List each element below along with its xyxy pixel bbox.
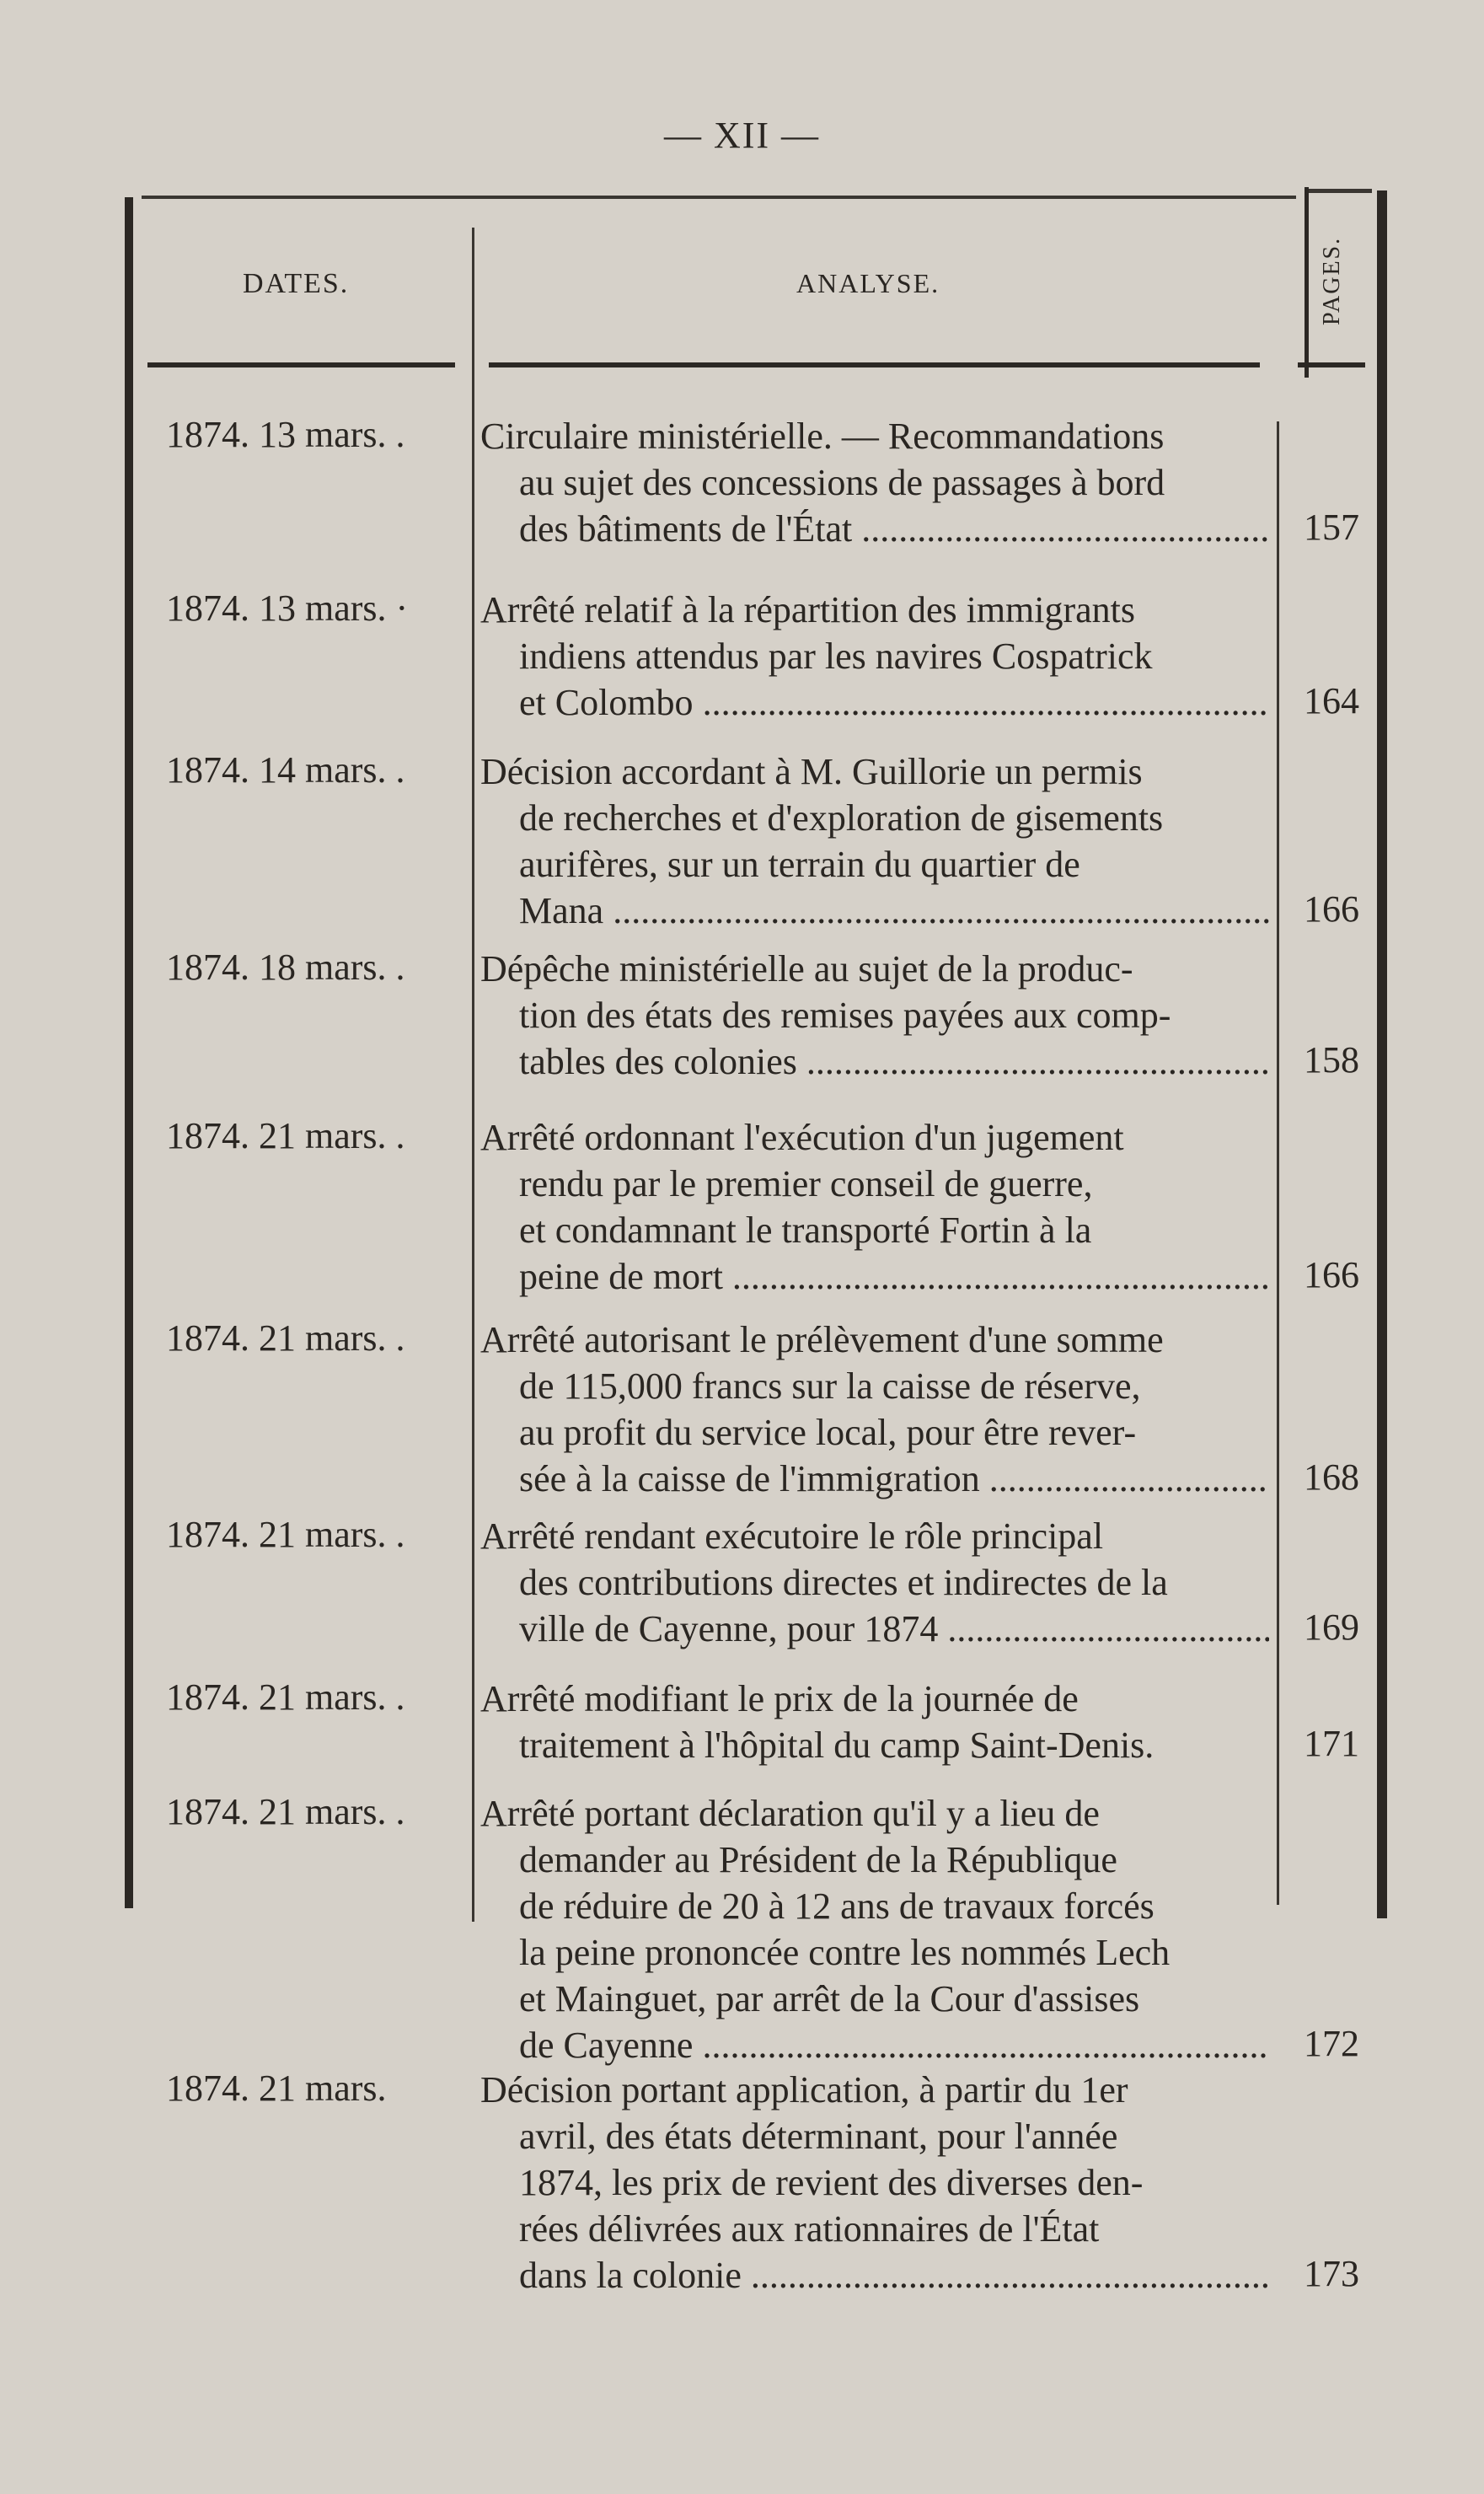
entry-line-final: ville de Cayenne, pour 1874 ..... bbox=[519, 1606, 1269, 1652]
entry-line-final: et Colombo ..... bbox=[519, 679, 1269, 726]
entry-line-final: tables des colonies ..... bbox=[519, 1038, 1269, 1085]
entry-line: au profit du service local, pour être rever- bbox=[519, 1412, 1137, 1453]
entry-page-number: 157 bbox=[1304, 507, 1359, 548]
entry-date: 1874. 21 mars. . bbox=[166, 1514, 405, 1555]
entry-line: de recherches et d'exploration de gisements bbox=[519, 797, 1164, 839]
entry-line: la peine prononcée contre les nommés Lech bbox=[519, 1932, 1171, 1973]
entry-line: et Mainguet, par arrêt de la Cour d'assises bbox=[519, 1978, 1140, 2019]
table-top-rule-pages bbox=[1305, 189, 1372, 193]
entry-line: Arrêté rendant exécutoire le rôle principal bbox=[480, 1515, 1104, 1557]
entry-line: Arrêté modifiant le prix de la journée de bbox=[480, 1678, 1079, 1719]
entry-page-number: 173 bbox=[1304, 2253, 1359, 2294]
entry-line-final: sée à la caisse de l'immigration ..... bbox=[519, 1456, 1269, 1502]
entry-line: demander au Président de la République bbox=[519, 1839, 1117, 1880]
header-rule-pages bbox=[1298, 362, 1365, 367]
entry-date: 1874. 18 mars. . bbox=[166, 947, 405, 988]
entry-page-number: 166 bbox=[1304, 888, 1359, 930]
entry-page-number: 164 bbox=[1304, 680, 1359, 721]
header-rule-analyse bbox=[489, 362, 1260, 367]
table-right-border bbox=[1377, 190, 1387, 1918]
entry-line: Arrêté portant déclaration qu'il y a lieu de bbox=[480, 1793, 1100, 1834]
entry-line: et condamnant le transporté Fortin à la bbox=[519, 1209, 1092, 1251]
entry-line-final: peine de mort ..... bbox=[519, 1253, 1269, 1300]
entry-date: 1874. 21 mars. . bbox=[166, 1115, 405, 1156]
entry-line: Décision accordant à M. Guillorie un permis bbox=[480, 751, 1143, 792]
entry-line: tion des états des remises payées aux comp- bbox=[519, 995, 1171, 1036]
entry-date: 1874. 13 mars. · bbox=[166, 587, 409, 629]
page-header: — XII — bbox=[663, 115, 821, 156]
entry-page-number: 166 bbox=[1304, 1254, 1359, 1295]
entry-line: au sujet des concessions de passages à bord bbox=[519, 462, 1165, 503]
entry-line: rées délivrées aux rationnaires de l'État bbox=[519, 2208, 1100, 2250]
entry-line: Arrêté autorisant le prélèvement d'une somme bbox=[480, 1319, 1164, 1360]
column-header-dates: DATES. bbox=[243, 268, 350, 299]
entry-line: traitement à l'hôpital du camp Saint-Denis. bbox=[519, 1724, 1155, 1766]
entry-date: 1874. 21 mars. . bbox=[166, 1317, 405, 1359]
entry-line: 1874, les prix de revient des diverses den- bbox=[519, 2162, 1144, 2203]
column-divider-pages bbox=[1277, 421, 1279, 1905]
entry-line-final: des bâtiments de l'État ..... bbox=[519, 506, 1269, 552]
entry-page-number: 168 bbox=[1304, 1456, 1359, 1498]
entry-date: 1874. 14 mars. . bbox=[166, 749, 405, 791]
entry-line: Dépêche ministérielle au sujet de la produc- bbox=[480, 948, 1133, 990]
entry-line: des contributions directes et indirectes de la bbox=[519, 1562, 1168, 1603]
header-rule-dates bbox=[147, 362, 455, 367]
entry-line: Décision portant application, à partir du 1er bbox=[480, 2069, 1128, 2111]
entry-page-number: 171 bbox=[1304, 1723, 1359, 1764]
entry-line: de réduire de 20 à 12 ans de travaux forcés bbox=[519, 1885, 1155, 1927]
entry-line: rendu par le premier conseil de guerre, bbox=[519, 1163, 1093, 1204]
column-divider-pages-header bbox=[1305, 187, 1309, 378]
table-top-rule bbox=[142, 196, 1296, 199]
entry-date: 1874. 13 mars. . bbox=[166, 414, 405, 455]
entry-line: Circulaire ministérielle. — Recommandations bbox=[480, 416, 1165, 457]
entry-line: de 115,000 francs sur la caisse de réserve, bbox=[519, 1365, 1141, 1407]
entry-page-number: 158 bbox=[1304, 1039, 1359, 1081]
entry-line: avril, des états déterminant, pour l'année bbox=[519, 2116, 1118, 2157]
column-header-analyse: ANALYSE. bbox=[796, 268, 940, 298]
entry-line: Arrêté ordonnant l'exécution d'un jugement bbox=[480, 1117, 1124, 1158]
entry-line-final: Mana ..... bbox=[519, 888, 1269, 934]
entry-line-final: de Cayenne ..... bbox=[519, 2022, 1269, 2068]
entry-line: indiens attendus par les navires Cospatrick bbox=[519, 636, 1153, 677]
entry-line-final: dans la colonie ..... bbox=[519, 2252, 1269, 2298]
entry-page-number: 172 bbox=[1304, 2023, 1359, 2064]
entry-date: 1874. 21 mars. . bbox=[166, 1676, 405, 1718]
entry-line: Arrêté relatif à la répartition des immigrants bbox=[480, 589, 1136, 630]
entry-date: 1874. 21 mars. . bbox=[166, 1791, 405, 1832]
entry-date: 1874. 21 mars. bbox=[166, 2068, 387, 2109]
column-divider-dates bbox=[472, 228, 474, 1922]
entry-line: aurifères, sur un terrain du quartier de bbox=[519, 844, 1080, 885]
entry-page-number: 169 bbox=[1304, 1606, 1359, 1648]
column-header-pages: PAGES. bbox=[1319, 236, 1345, 325]
table-left-border bbox=[125, 197, 133, 1908]
